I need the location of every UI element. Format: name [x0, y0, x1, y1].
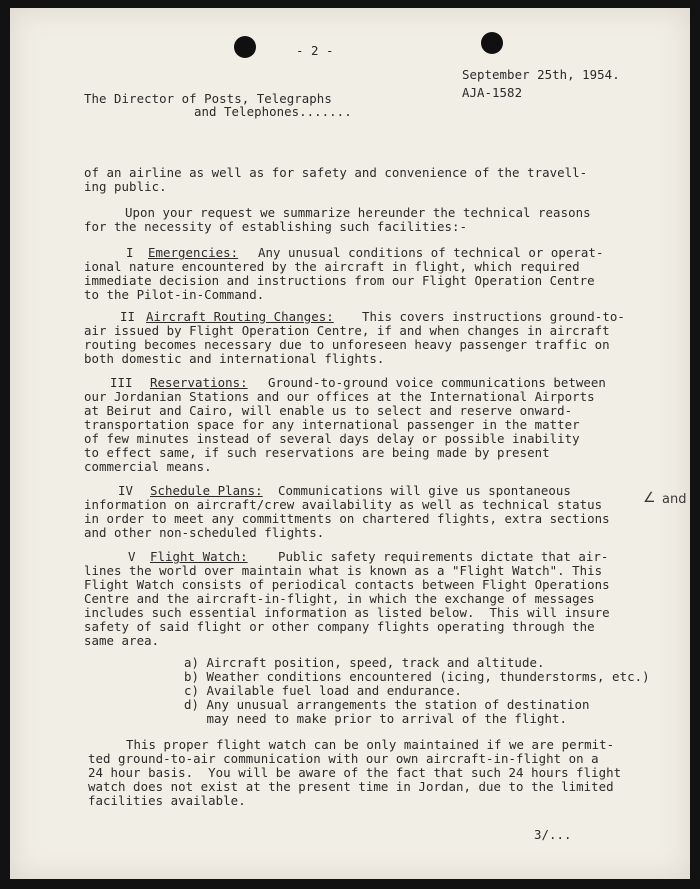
list-item: c) Available fuel load and endurance.: [184, 683, 462, 698]
page-number: - 2 -: [296, 43, 334, 58]
closing-line: This proper flight watch can be only maintained if we are permit-: [126, 737, 615, 752]
section-line: safety of said flight or other company flights operating through the: [84, 619, 595, 634]
section-first-line: Any unusual conditions of technical or operat-: [258, 245, 604, 260]
section-numeral: II: [120, 309, 136, 324]
section-line: ional nature encountered by the aircraft in flight, which required: [84, 259, 580, 274]
section-line: routing becomes necessary due to unforeseen heavy passenger traffic on: [84, 337, 610, 352]
intro-line: of an airline as well as for safety and convenience of the travell-: [84, 165, 588, 180]
section-line: lines the world over maintain what is known as a "Flight Watch". This: [84, 563, 603, 578]
section-heading-routing: Aircraft Routing Changes:: [146, 309, 334, 324]
section-first-line: Public safety requirements dictate that air-: [278, 549, 609, 564]
punch-hole-left: [234, 36, 256, 58]
section-heading-reservations: Reservations:: [150, 375, 248, 390]
section-line: in order to meet any committments on chartered flights, extra sections: [84, 511, 610, 526]
section-line: commercial means.: [84, 459, 212, 474]
section-line: of few minutes instead of several days delay or possible inability: [84, 431, 580, 446]
section-first-line: This covers instructions ground-to-: [362, 309, 625, 324]
punch-hole-right: [481, 32, 503, 54]
reference-number: AJA-1582: [462, 85, 523, 100]
intro-line: ing public.: [84, 179, 167, 194]
section-line: both domestic and international flights.: [84, 351, 385, 366]
section-first-line: Ground-to-ground voice communications between: [268, 375, 606, 390]
section-heading-emergencies: Emergencies:: [148, 245, 239, 260]
section-line: air issued by Flight Operation Centre, if and when changes in aircraft: [84, 323, 610, 338]
section-numeral: I: [126, 245, 134, 260]
continuation-mark: 3/...: [534, 827, 572, 842]
handwritten-insert: and: [662, 492, 687, 507]
section-line: Centre and the aircraft-in-flight, in which the exchange of messages: [84, 591, 595, 606]
addressee-line-2: and Telephones.......: [194, 104, 352, 119]
section-numeral: IV: [118, 483, 134, 498]
section-line: transportation space for any international passenger in the matter: [84, 417, 580, 432]
closing-line: watch does not exist at the present time in Jordan, due to the limited: [88, 779, 614, 794]
list-item: b) Weather conditions encountered (icing, thunderstorms, etc.): [184, 669, 650, 684]
section-line: immediate decision and instructions from our Flight Operation Centre: [84, 273, 595, 288]
section-numeral: V: [128, 549, 136, 564]
section-line: same area.: [84, 633, 160, 648]
list-item: may need to make prior to arrival of the flight.: [184, 711, 567, 726]
caret-mark-icon: ∠: [643, 490, 656, 506]
section-line: our Jordanian Stations and our offices at the International Airports: [84, 389, 595, 404]
section-heading-flight-watch: Flight Watch:: [150, 549, 248, 564]
section-line: at Beirut and Cairo, will enable us to select and reserve onward-: [84, 403, 573, 418]
section-heading-schedule: Schedule Plans:: [150, 483, 263, 498]
section-line: to the Pilot-in-Command.: [84, 287, 265, 302]
section-line: Flight Watch consists of periodical contacts between Flight Operations: [84, 577, 610, 592]
closing-line: 24 hour basis. You will be aware of the fact that such 24 hours flight: [88, 765, 622, 780]
section-numeral: III: [110, 375, 133, 390]
closing-line: ted ground-to-air communication with our own aircraft-in-flight on a: [88, 751, 599, 766]
section-line: and other non-scheduled flights.: [84, 525, 325, 540]
section-first-line: Communications will give us spontaneous: [278, 483, 571, 498]
list-item: d) Any unusual arrangements the station of destination: [184, 697, 590, 712]
letter-date: September 25th, 1954.: [462, 67, 620, 82]
addressee-line-1: The Director of Posts, Telegraphs: [84, 91, 332, 106]
section-line: to effect same, if such reservations are being made by present: [84, 445, 550, 460]
section-line: information on aircraft/crew availability as well as technical status: [84, 497, 603, 512]
closing-line: facilities available.: [88, 793, 246, 808]
request-line: for the necessity of establishing such facilities:-: [84, 219, 467, 234]
section-line: includes such essential information as listed below. This will insure: [84, 605, 610, 620]
list-item: a) Aircraft position, speed, track and altitude.: [184, 655, 545, 670]
request-line: Upon your request we summarize hereunder the technical reasons: [125, 205, 591, 220]
